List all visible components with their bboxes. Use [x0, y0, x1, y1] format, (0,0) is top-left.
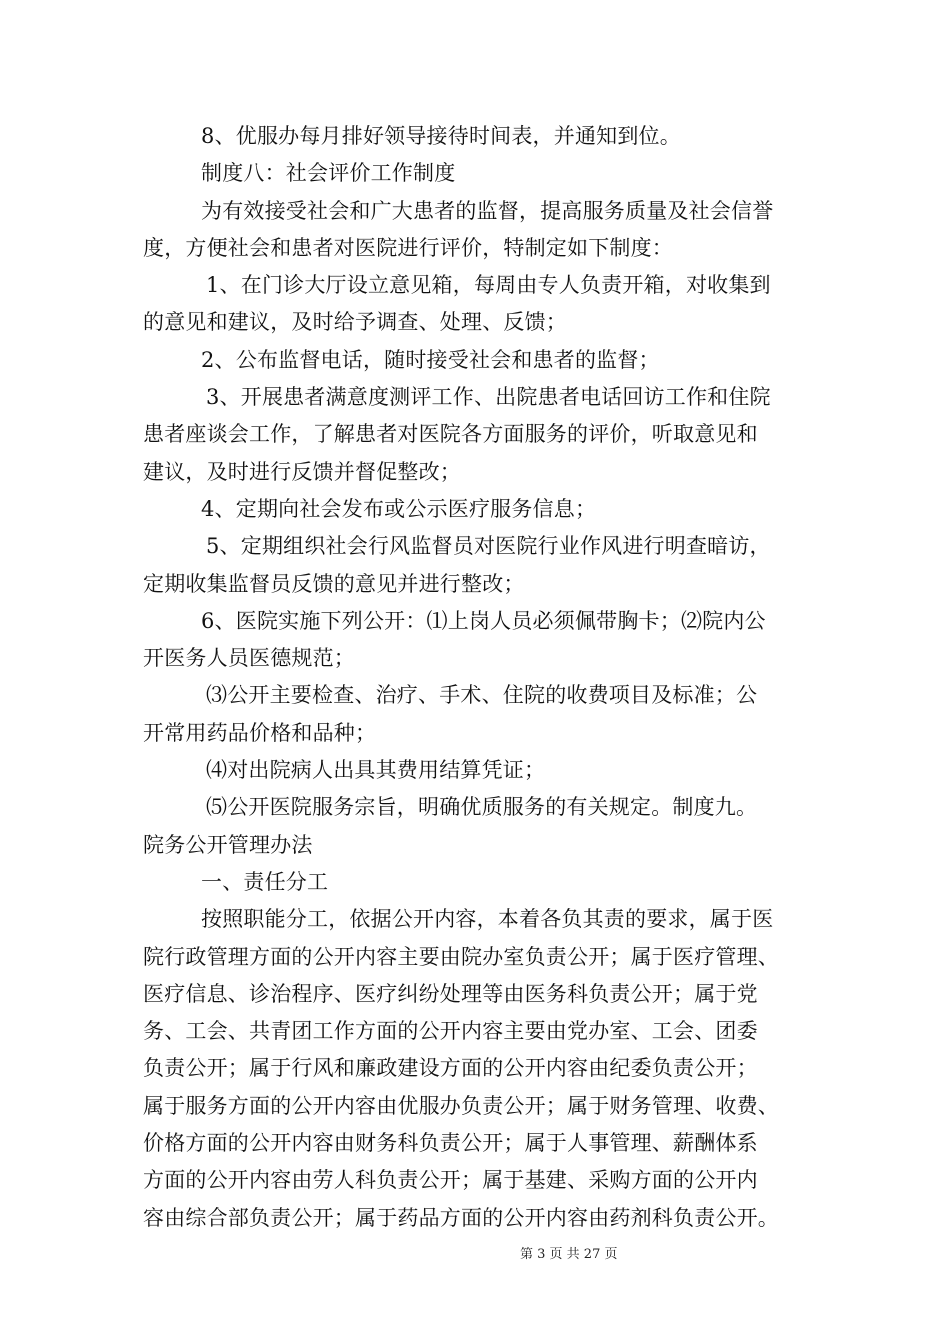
text-line: 负责公开；属于行风和廉政建设方面的公开内容由纪委负责公开； [143, 1056, 758, 1081]
text-line: 按照职能分工，依据公开内容，本着各负其责的要求，属于医 [201, 907, 774, 932]
text-line: 6、医院实施下列公开：⑴上岗人员必须佩带胸卡；⑵院内公 [201, 608, 766, 633]
text-line: 务、工会、共青团工作方面的公开内容主要由党办室、工会、团委 [143, 1019, 758, 1044]
text-line: 度，方便社会和患者对医院进行评价，特制定如下制度： [143, 235, 673, 260]
section-heading: 院务公开管理办法 [143, 832, 313, 857]
section-heading: 一、责任分工 [201, 869, 329, 894]
text-line: 3、开展患者满意度测评工作、出院患者电话回访工作和住院 [206, 385, 771, 410]
document-body [143, 118, 808, 1237]
text-line: ⑷对出院病人出具其费用结算凭证； [206, 758, 546, 783]
text-line: 属于服务方面的公开内容由优服办负责公开；属于财务管理、收费、 [143, 1093, 779, 1118]
text-line: 8、优服办每月排好领导接待时间表，并通知到位。 [201, 124, 681, 148]
page-number-footer: 第 3 页 共 27 页 [520, 1247, 618, 1262]
text-line: 患者座谈会工作，了解患者对医院各方面服务的评价，听取意见和 [143, 422, 758, 447]
text-line: 为有效接受社会和广大患者的监督，提高服务质量及社会信誉 [201, 198, 774, 223]
text-line: 定期收集监督员反馈的意见并进行整改； [143, 571, 525, 596]
text-line: 5、定期组织社会行风监督员对医院行业作风进行明查暗访， [206, 534, 771, 559]
text-line: 2、公布监督电话，随时接受社会和患者的监督； [201, 347, 660, 372]
text-line: 4、定期向社会发布或公示医疗服务信息； [201, 496, 597, 521]
text-line: 价格方面的公开内容由财务科负责公开；属于人事管理、薪酬体系 [143, 1131, 758, 1156]
text-line: 院行政管理方面的公开内容主要由院办室负责公开；属于医疗管理、 [143, 944, 779, 969]
text-line: 开常用药品价格和品种； [143, 720, 377, 745]
text-line: ⑸公开医院服务宗旨，明确优质服务的有关规定。制度九。 [206, 795, 758, 820]
text-line: ⑶公开主要检查、治疗、手术、住院的收费项目及标准；公 [206, 683, 758, 708]
text-line: 建议，及时进行反馈并督促整改； [143, 459, 461, 484]
text-line: 的意见和建议，及时给予调查、处理、反馈； [143, 310, 567, 335]
text-line: 容由综合部负责公开；属于药品方面的公开内容由药剂科负责公开。 [143, 1205, 779, 1230]
section-heading: 制度八：社会评价工作制度 [201, 161, 456, 186]
text-line: 医疗信息、诊治程序、医疗纠纷处理等由医务科负责公开；属于党 [143, 981, 758, 1006]
text-line: 开医务人员医德规范； [143, 646, 355, 671]
text-line: 方面的公开内容由劳人科负责公开；属于基建、采购方面的公开内 [143, 1168, 758, 1193]
text-line: 1、在门诊大厅设立意见箱，每周由专人负责开箱，对收集到 [206, 273, 771, 298]
